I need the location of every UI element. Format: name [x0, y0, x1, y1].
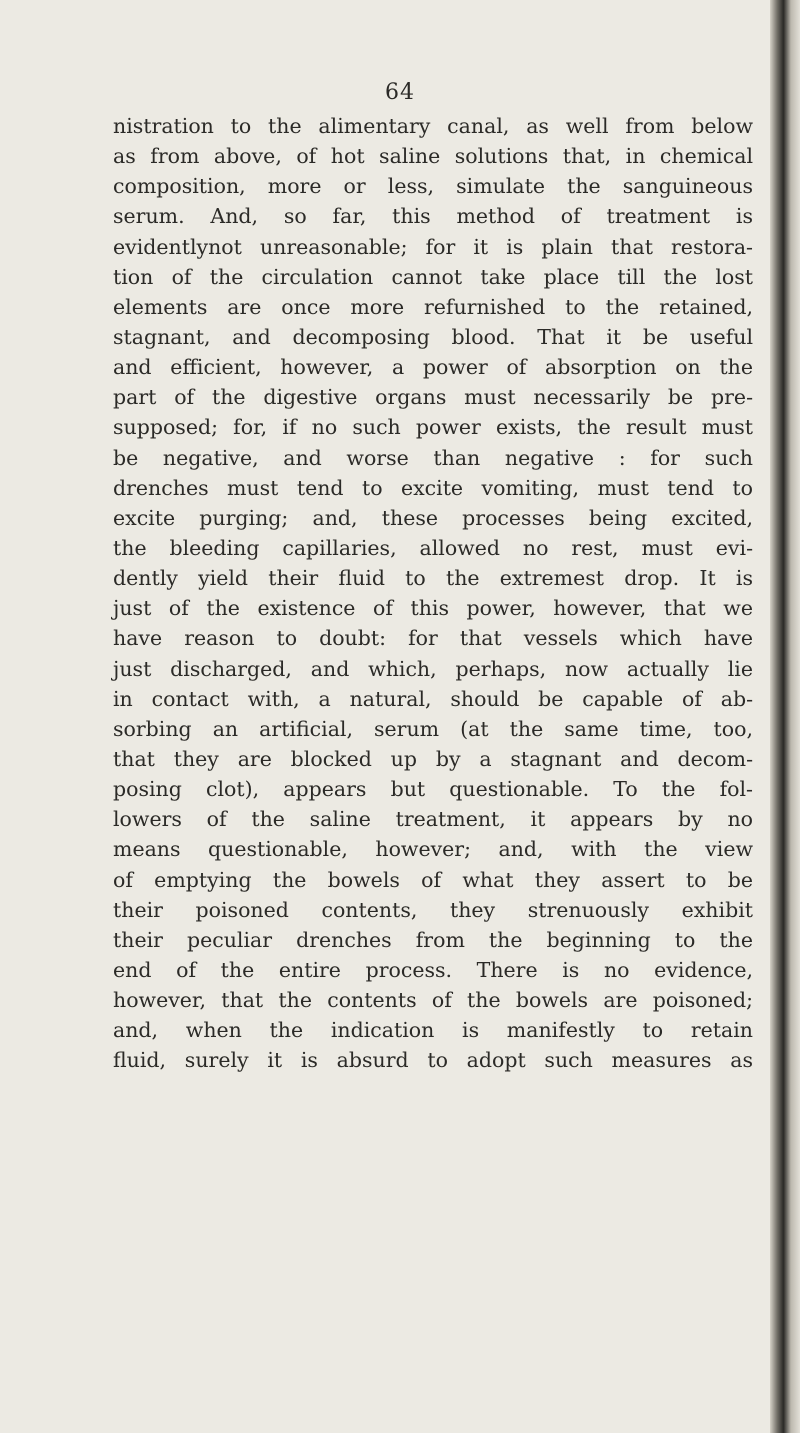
text-line: and efficient, however, a power of absorption on the [113, 355, 753, 380]
text-line: evidentlynot unreasonable; for it is plain that restora- [113, 234, 753, 259]
text-line: composition, more or less, simulate the sanguineous [113, 174, 753, 199]
text-line: sorbing an artificial, serum (at the same time, too, [113, 716, 753, 741]
book-gutter [770, 0, 800, 1433]
text-line: have reason to doubt: for that vessels which have [113, 626, 753, 651]
text-line: supposed; for, if no such power exists, the result must [113, 415, 753, 440]
text-line: just discharged, and which, perhaps, now actually lie [113, 656, 753, 681]
text-line: tion of the circulation cannot take place till the lost [113, 264, 753, 289]
text-line: their poisoned contents, they strenuously exhibit [113, 897, 753, 922]
text-line: drenches must tend to excite vomiting, must tend to [113, 475, 753, 500]
text-line: and, when the indication is manifestly to retain [113, 1018, 753, 1043]
text-line: that they are blocked up by a stagnant and decom- [113, 746, 753, 771]
text-line: serum. And, so far, this method of treatment is [113, 204, 753, 229]
text-line: lowers of the saline treatment, it appears by no [113, 807, 753, 832]
text-line: elements are once more refurnished to the retained, [113, 294, 753, 319]
page-number: 64 [385, 80, 415, 105]
text-line: fluid, surely it is absurd to adopt such measures as [113, 1048, 753, 1073]
text-line: means questionable, however; and, with the view [113, 837, 753, 862]
text-line: end of the entire process. There is no evidence, [113, 957, 753, 982]
text-line: be negative, and worse than negative : for such [113, 445, 753, 470]
text-line: part of the digestive organs must necessarily be pre- [113, 385, 753, 410]
text-line: as from above, of hot saline solutions that, in chemical [113, 144, 753, 169]
text-line: posing clot), appears but questionable. To the fol- [113, 777, 753, 802]
text-line: excite purging; and, these processes being excited, [113, 505, 753, 530]
text-line: in contact with, a natural, should be capable of ab- [113, 686, 753, 711]
text-line: their peculiar drenches from the beginning to the [113, 927, 753, 952]
text-line: the bleeding capillaries, allowed no rest, must evi- [113, 535, 753, 560]
text-line: stagnant, and decomposing blood. That it be useful [113, 324, 753, 349]
text-line: just of the existence of this power, however, that we [113, 596, 753, 621]
text-line: nistration to the alimentary canal, as well from below [113, 114, 753, 138]
body-text [113, 111, 753, 1076]
text-line: however, that the contents of the bowels are poisoned; [113, 988, 753, 1013]
text-line: dently yield their fluid to the extremest drop. It is [113, 566, 753, 591]
text-line: of emptying the bowels of what they assert to be [113, 867, 753, 892]
